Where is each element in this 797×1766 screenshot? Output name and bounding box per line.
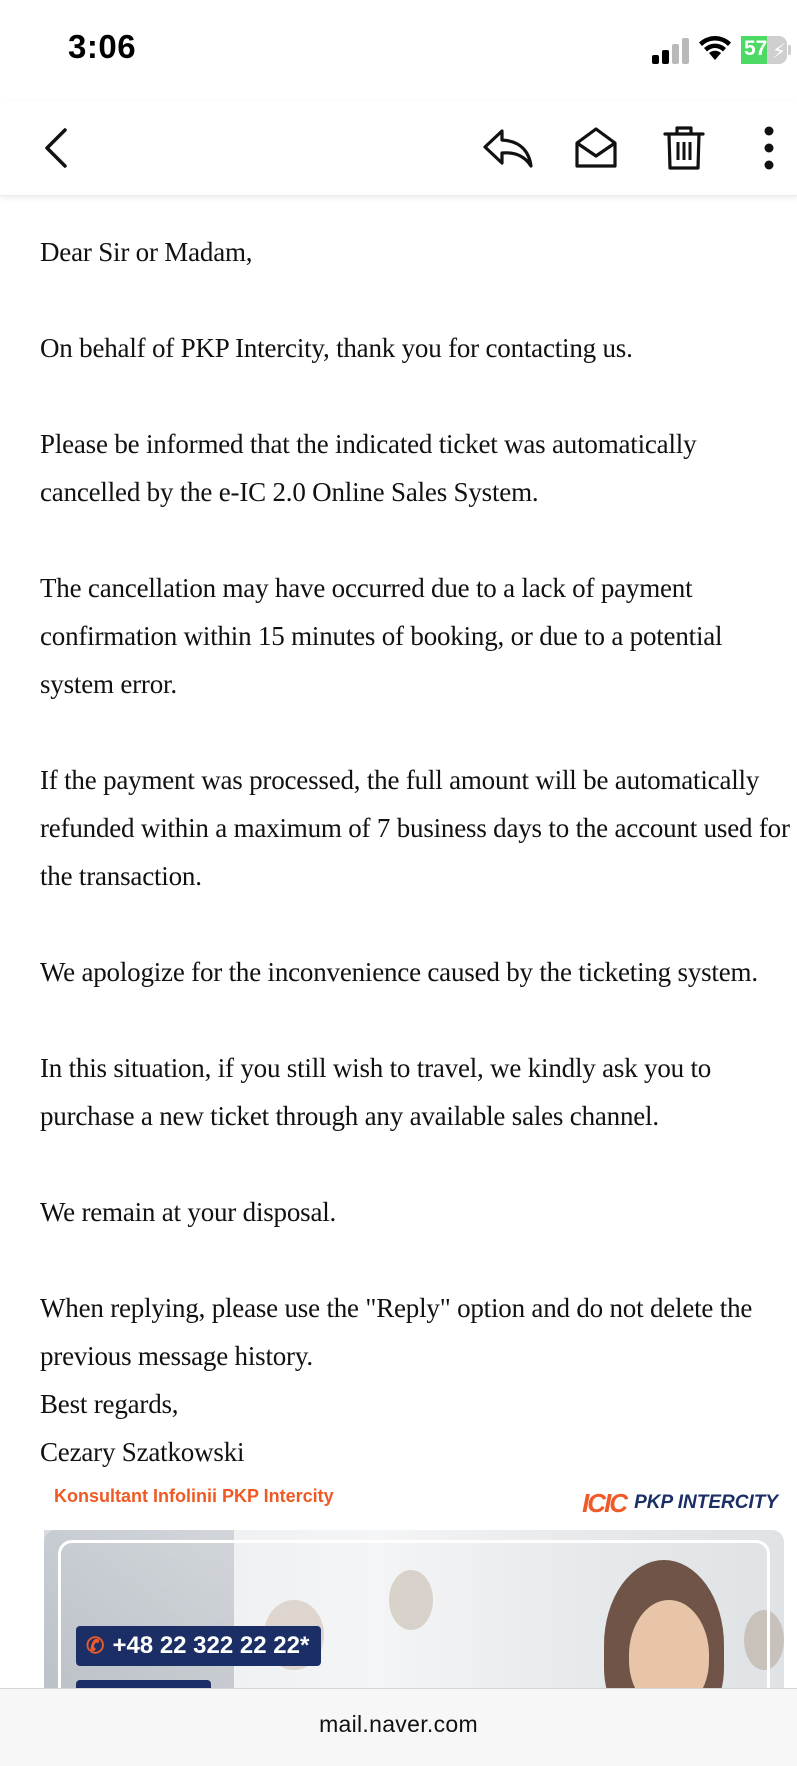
email-paragraph: Dear Sir or Madam, <box>40 237 253 267</box>
email-paragraph: On behalf of PKP Intercity, thank you for contacting us. <box>40 333 633 363</box>
phone-icon: ✆ <box>86 1633 105 1658</box>
email-paragraph: Please be informed that the indicated ticket was automatically cancelled by the e-IC 2.0 Online Sales System. <box>40 429 697 507</box>
email-paragraph: The cancellation may have occurred due to a lack of payment confirmation within 15 minutes of booking, or due to a potential system error. <box>40 573 723 699</box>
battery-level: 57 <box>744 37 768 60</box>
logo-text: PKP INTERCITY <box>634 1492 778 1513</box>
hotline-text: +48 22 322 22 22* <box>112 1632 310 1659</box>
wifi-icon <box>698 34 732 62</box>
signal-icon <box>652 38 692 64</box>
pkp-intercity-logo <box>582 1488 778 1518</box>
signature-name: Cezary Szatkowski <box>40 1437 245 1467</box>
back-button[interactable] <box>28 120 84 176</box>
email-closing: Best regards, <box>40 1389 179 1419</box>
email-paragraph: If the payment was processed, the full amount will be automatically refunded within a maximum of 7 business days to the account used for the transaction. <box>40 765 790 891</box>
more-options-button[interactable] <box>745 120 793 176</box>
back-icon <box>41 126 71 170</box>
status-time: 3:06 <box>68 28 137 65</box>
browser-url-bar[interactable] <box>0 1688 797 1766</box>
consultant-photo <box>44 1530 784 1700</box>
url-text: mail.naver.com <box>319 1711 478 1737</box>
hotline-number <box>76 1626 321 1666</box>
delete-button[interactable] <box>656 120 712 176</box>
status-bar <box>0 0 797 100</box>
banner-label: Konsultant Infolinii PKP Intercity <box>54 1486 334 1506</box>
email-body <box>40 228 792 1476</box>
email-paragraph: When replying, please use the "Reply" option and do not delete the previous message history. <box>40 1293 753 1371</box>
mark-unread-button[interactable] <box>568 120 624 176</box>
mail-toolbar <box>0 100 797 196</box>
mark-unread-icon <box>574 126 618 170</box>
trash-icon <box>662 125 706 171</box>
charging-bolt-icon: ⚡ <box>772 41 787 63</box>
reply-icon <box>482 127 534 169</box>
email-paragraph: We remain at your disposal. <box>40 1197 337 1227</box>
email-paragraph: We apologize for the inconvenience caused by the ticketing system. <box>40 957 758 987</box>
email-paragraph: In this situation, if you still wish to travel, we kindly ask you to purchase a new ticket through any available sales channel. <box>40 1053 712 1131</box>
battery-icon <box>741 36 791 64</box>
logo-mark: ICIC <box>582 1487 627 1518</box>
reply-button[interactable] <box>480 120 536 176</box>
more-icon <box>763 126 775 170</box>
signature-banner <box>40 1474 786 1688</box>
